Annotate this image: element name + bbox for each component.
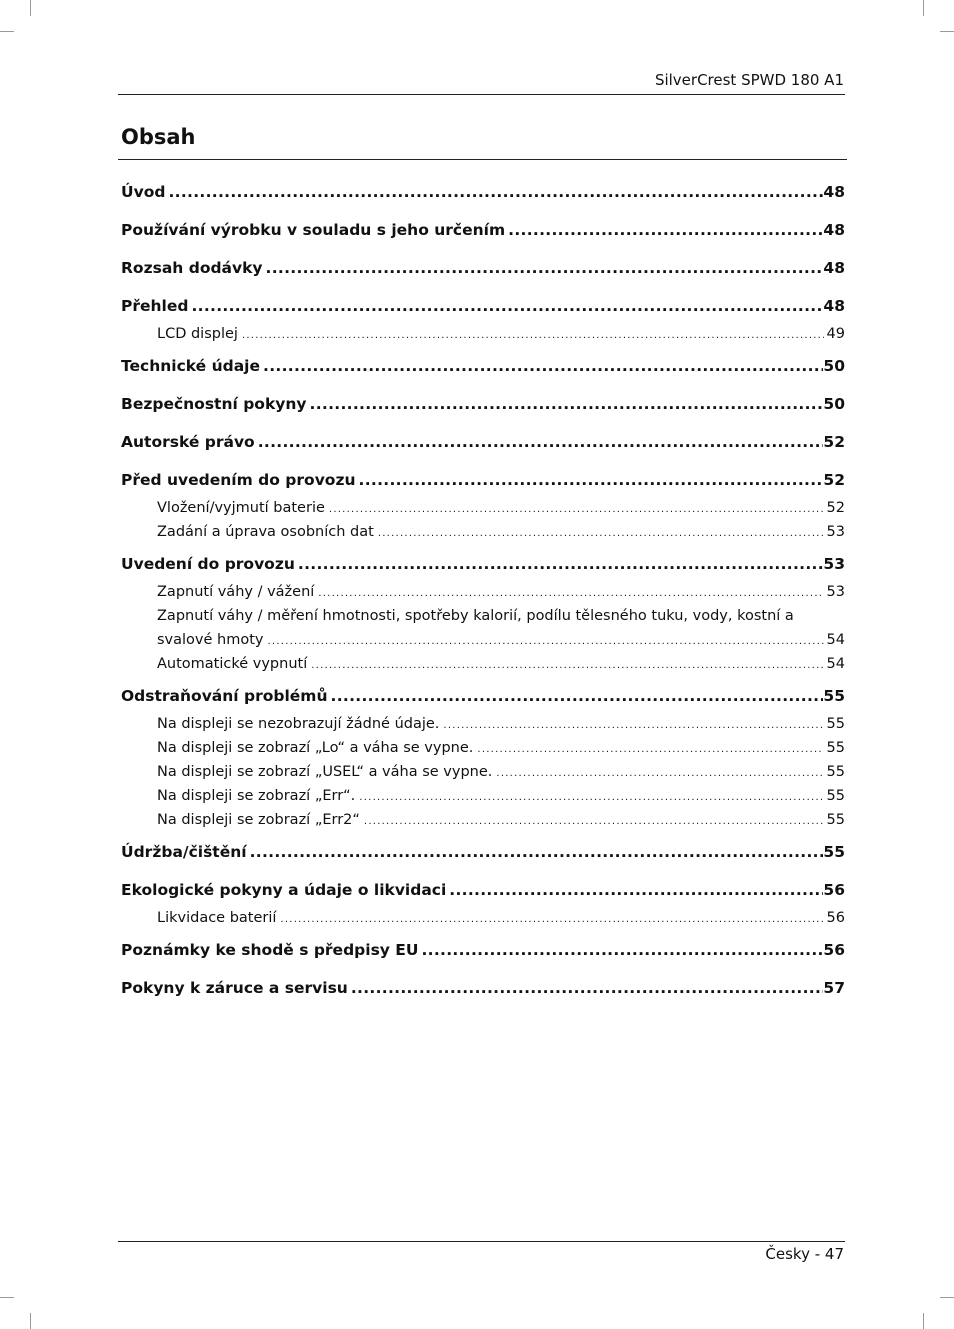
toc-entry-title: Automatické vypnutí bbox=[157, 656, 308, 672]
toc-page-number: 55 bbox=[826, 716, 845, 732]
toc-page-number: 56 bbox=[826, 910, 845, 926]
toc-leader bbox=[168, 180, 823, 204]
toc-entry-title: Přehled bbox=[121, 297, 189, 315]
toc-subentry-likvidace[interactable] bbox=[121, 906, 845, 930]
toc-leader bbox=[298, 552, 824, 576]
toc-entry-title: Pokyny k záruce a servisu bbox=[121, 979, 348, 997]
toc-leader bbox=[359, 468, 824, 492]
toc-entry-poznamky[interactable] bbox=[121, 938, 845, 962]
toc-leader bbox=[263, 354, 823, 378]
toc-leader bbox=[378, 522, 824, 546]
header-divider bbox=[118, 94, 845, 95]
toc-page-number: 55 bbox=[826, 764, 845, 780]
toc-entry-title: Vložení/vyjmutí baterie bbox=[157, 500, 325, 516]
table-of-contents bbox=[121, 180, 845, 1000]
crop-mark bbox=[30, 0, 31, 16]
toc-entry-title: Odstraňování problémů bbox=[121, 687, 328, 705]
toc-entry-title: Rozsah dodávky bbox=[121, 259, 263, 277]
toc-page-number: 48 bbox=[823, 297, 845, 315]
toc-entry-rozsah[interactable] bbox=[121, 256, 845, 280]
crop-mark bbox=[940, 1297, 954, 1298]
toc-leader bbox=[421, 938, 823, 962]
toc-page-number: 50 bbox=[823, 395, 845, 413]
toc-subentry-usel[interactable] bbox=[121, 760, 845, 784]
toc-subentry-vlozeni[interactable] bbox=[121, 496, 845, 520]
toc-subentry-lcd[interactable] bbox=[121, 322, 845, 346]
toc-subentry-automaticke[interactable] bbox=[121, 652, 845, 676]
toc-leader bbox=[191, 294, 823, 318]
toc-entry-title: Uvedení do provozu bbox=[121, 555, 295, 573]
toc-entry-udrzba[interactable] bbox=[121, 840, 845, 864]
toc-entry-pred-uvedenim[interactable] bbox=[121, 468, 845, 492]
toc-leader bbox=[318, 582, 823, 606]
toc-page-number: 52 bbox=[823, 471, 845, 489]
toc-entry-title: Na displeji se zobrazí „USEL“ a váha se vypne. bbox=[157, 764, 493, 780]
toc-subentry-zapnuti-mereni-line1[interactable]: Zapnutí váhy / měření hmotnosti, spotřeby kalorií, podílu tělesného tuku, vody, kostní a bbox=[157, 608, 794, 624]
toc-page-number: 53 bbox=[826, 524, 845, 540]
toc-entry-ekologicke[interactable] bbox=[121, 878, 845, 902]
toc-entry-title: Údržba/čištění bbox=[121, 843, 247, 861]
toc-page-number: 55 bbox=[823, 687, 845, 705]
toc-entry-title: Poznámky ke shodě s předpisy EU bbox=[121, 941, 419, 959]
toc-entry-title: Na displeji se zobrazí „Err2“ bbox=[157, 812, 360, 828]
toc-page-number: 54 bbox=[826, 656, 845, 672]
toc-page-number: 55 bbox=[826, 740, 845, 756]
toc-leader bbox=[329, 498, 824, 522]
toc-entry-uvedeni[interactable] bbox=[121, 552, 845, 576]
toc-page-number: 56 bbox=[823, 941, 845, 959]
toc-leader bbox=[258, 430, 824, 454]
toc-leader bbox=[508, 218, 823, 242]
toc-subentry-zapnuti-vazeni[interactable] bbox=[121, 580, 845, 604]
toc-entry-title: Technické údaje bbox=[121, 357, 261, 375]
toc-page-number: 52 bbox=[823, 433, 845, 451]
page-title: Obsah bbox=[121, 125, 196, 149]
toc-entry-uvod[interactable] bbox=[121, 180, 845, 204]
toc-page-number: 55 bbox=[826, 812, 845, 828]
page-number-footer: Česky - 47 bbox=[765, 1245, 844, 1263]
toc-entry-pouzivani[interactable] bbox=[121, 218, 845, 242]
toc-leader bbox=[364, 810, 824, 834]
toc-entry-title: Zapnutí váhy / vážení bbox=[157, 584, 315, 600]
toc-entry-title: Likvidace baterií bbox=[157, 910, 277, 926]
toc-leader bbox=[242, 324, 824, 348]
toc-page-number: 56 bbox=[823, 881, 845, 899]
toc-subentry-err2[interactable] bbox=[121, 808, 845, 832]
toc-leader bbox=[331, 684, 824, 708]
toc-entry-technicke[interactable] bbox=[121, 354, 845, 378]
toc-entry-title: Na displeji se zobrazí „Lo“ a váha se vypne. bbox=[157, 740, 474, 756]
crop-mark bbox=[0, 31, 14, 32]
toc-page-number: 55 bbox=[826, 788, 845, 804]
toc-page-number: 48 bbox=[823, 221, 845, 239]
toc-entry-title: Bezpečnostní pokyny bbox=[121, 395, 307, 413]
toc-leader bbox=[351, 976, 824, 1000]
toc-page-number: 49 bbox=[826, 326, 845, 342]
toc-leader bbox=[311, 654, 823, 678]
running-header: SilverCrest SPWD 180 A1 bbox=[654, 71, 844, 89]
toc-subentry-nezobrazuji[interactable] bbox=[121, 712, 845, 736]
toc-subentry-zadani[interactable] bbox=[121, 520, 845, 544]
toc-entry-prehled[interactable] bbox=[121, 294, 845, 318]
toc-page-number: 55 bbox=[823, 843, 845, 861]
toc-entry-bezpecnostni[interactable] bbox=[121, 392, 845, 416]
toc-subentry-lo[interactable] bbox=[121, 736, 845, 760]
toc-leader bbox=[496, 762, 823, 786]
toc-leader bbox=[310, 392, 824, 416]
toc-entry-title: LCD displej bbox=[157, 326, 238, 342]
crop-mark bbox=[923, 0, 924, 16]
toc-leader bbox=[266, 256, 824, 280]
toc-entry-title: Ekologické pokyny a údaje o likvidaci bbox=[121, 881, 447, 899]
toc-subentry-zapnuti-mereni[interactable] bbox=[121, 628, 845, 652]
toc-page-number: 52 bbox=[826, 500, 845, 516]
toc-leader bbox=[250, 840, 824, 864]
toc-subentry-err[interactable] bbox=[121, 784, 845, 808]
title-divider bbox=[118, 159, 847, 160]
toc-entry-odstranovani[interactable] bbox=[121, 684, 845, 708]
footer-divider bbox=[118, 1241, 845, 1242]
toc-page-number: 57 bbox=[823, 979, 845, 997]
toc-page-number: 54 bbox=[826, 632, 845, 648]
crop-mark bbox=[30, 1313, 31, 1329]
toc-leader bbox=[477, 738, 823, 762]
toc-page-number: 53 bbox=[823, 555, 845, 573]
toc-leader bbox=[449, 878, 823, 902]
toc-entry-title: svalové hmoty bbox=[157, 632, 264, 648]
toc-leader bbox=[280, 908, 823, 932]
toc-entry-title: Před uvedením do provozu bbox=[121, 471, 356, 489]
toc-page-number: 48 bbox=[823, 183, 845, 201]
toc-entry-zaruka[interactable] bbox=[121, 976, 845, 1000]
toc-entry-title: Na displeji se nezobrazují žádné údaje. bbox=[157, 716, 440, 732]
toc-leader bbox=[443, 714, 823, 738]
toc-entry-autorske[interactable] bbox=[121, 430, 845, 454]
toc-entry-title: Úvod bbox=[121, 183, 166, 201]
crop-mark bbox=[940, 31, 954, 32]
toc-page-number: 48 bbox=[823, 259, 845, 277]
toc-entry-title: Zadání a úprava osobních dat bbox=[157, 524, 374, 540]
toc-entry-title: Na displeji se zobrazí „Err“. bbox=[157, 788, 356, 804]
crop-mark bbox=[0, 1297, 14, 1298]
toc-leader bbox=[267, 630, 823, 654]
toc-leader bbox=[359, 786, 823, 810]
toc-entry-title: Autorské právo bbox=[121, 433, 255, 451]
crop-mark bbox=[923, 1313, 924, 1329]
toc-page-number: 50 bbox=[823, 357, 845, 375]
toc-entry-title: Používání výrobku v souladu s jeho určením bbox=[121, 221, 506, 239]
toc-page-number: 53 bbox=[826, 584, 845, 600]
